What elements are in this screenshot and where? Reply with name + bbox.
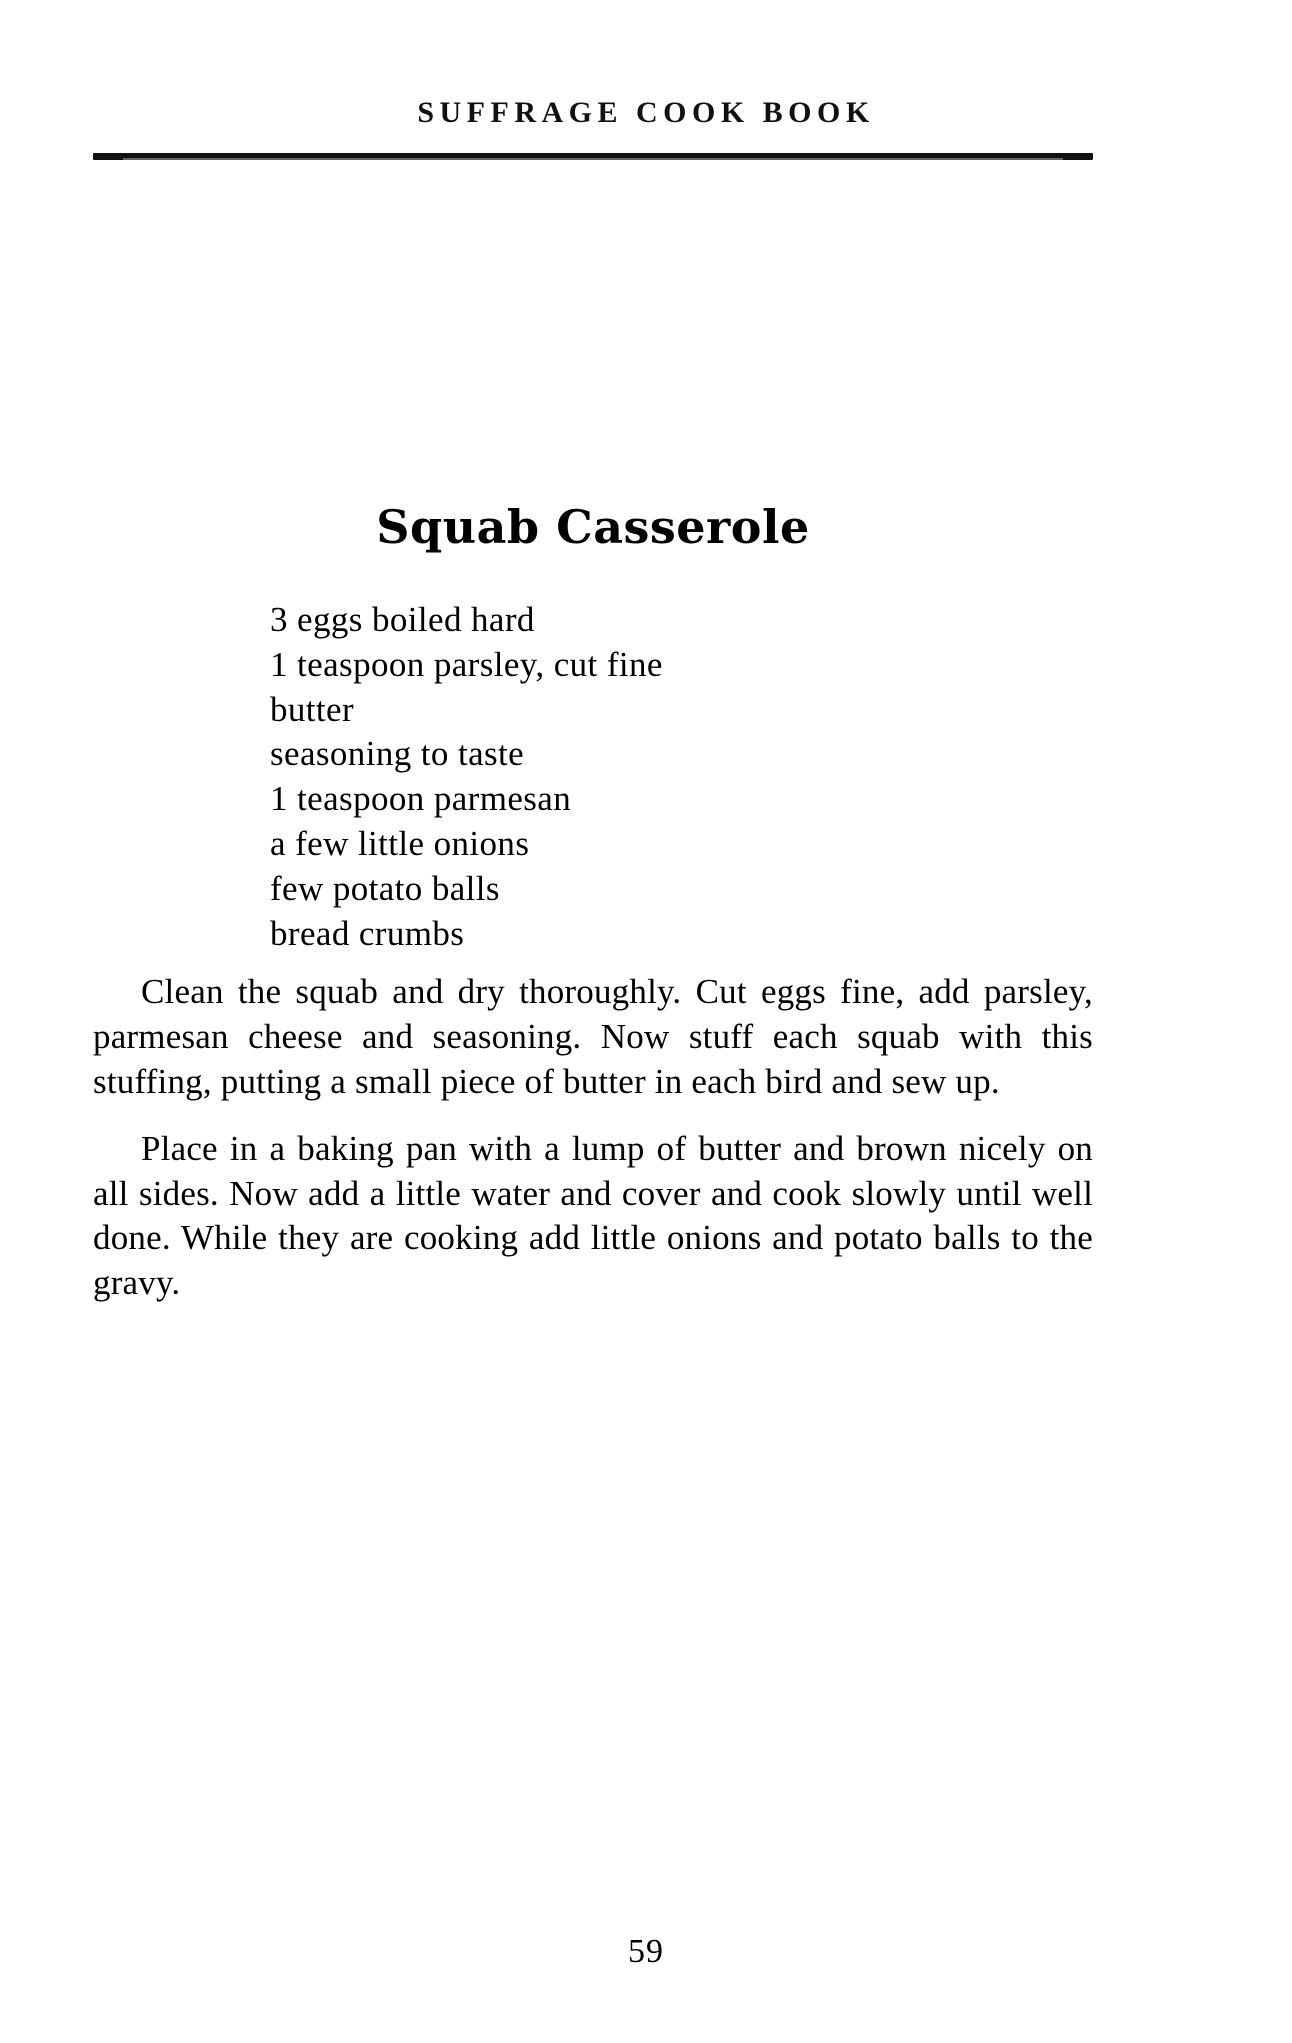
header-rule <box>93 153 1093 160</box>
page-number: 59 <box>628 1933 664 1970</box>
list-item: seasoning to taste <box>270 734 525 774</box>
recipe-paragraph: Clean the squab and dry thoroughly. Cut eggs fine, add parsley, parmesan cheese and seasoning. Now stuff each squab with this stuffing, putting a small piece of butter in each bird and sew up. <box>93 972 1093 1101</box>
list-item: 1 teaspoon parsley, cut fine <box>270 644 663 684</box>
list-item: bread crumbs <box>270 913 465 953</box>
list-item: few potato balls <box>270 868 500 908</box>
list-item: a few little onions <box>270 823 530 863</box>
page-title: Squab Casserole <box>376 500 810 554</box>
ingredients-list <box>93 598 1093 956</box>
list-item: 1 teaspoon parmesan <box>270 779 572 819</box>
list-item: 3 eggs boiled hard <box>270 600 535 639</box>
list-item: butter <box>270 689 355 729</box>
running-head: SUFFRAGE COOK BOOK <box>417 96 875 129</box>
recipe-body <box>93 500 1093 1310</box>
recipe-paragraph: Place in a baking pan with a lump of butter and brown nicely on all sides. Now add a little water and cover and cook slowly until well done. While they are cooking add little onions and potato balls to the gravy. <box>93 1128 1093 1303</box>
